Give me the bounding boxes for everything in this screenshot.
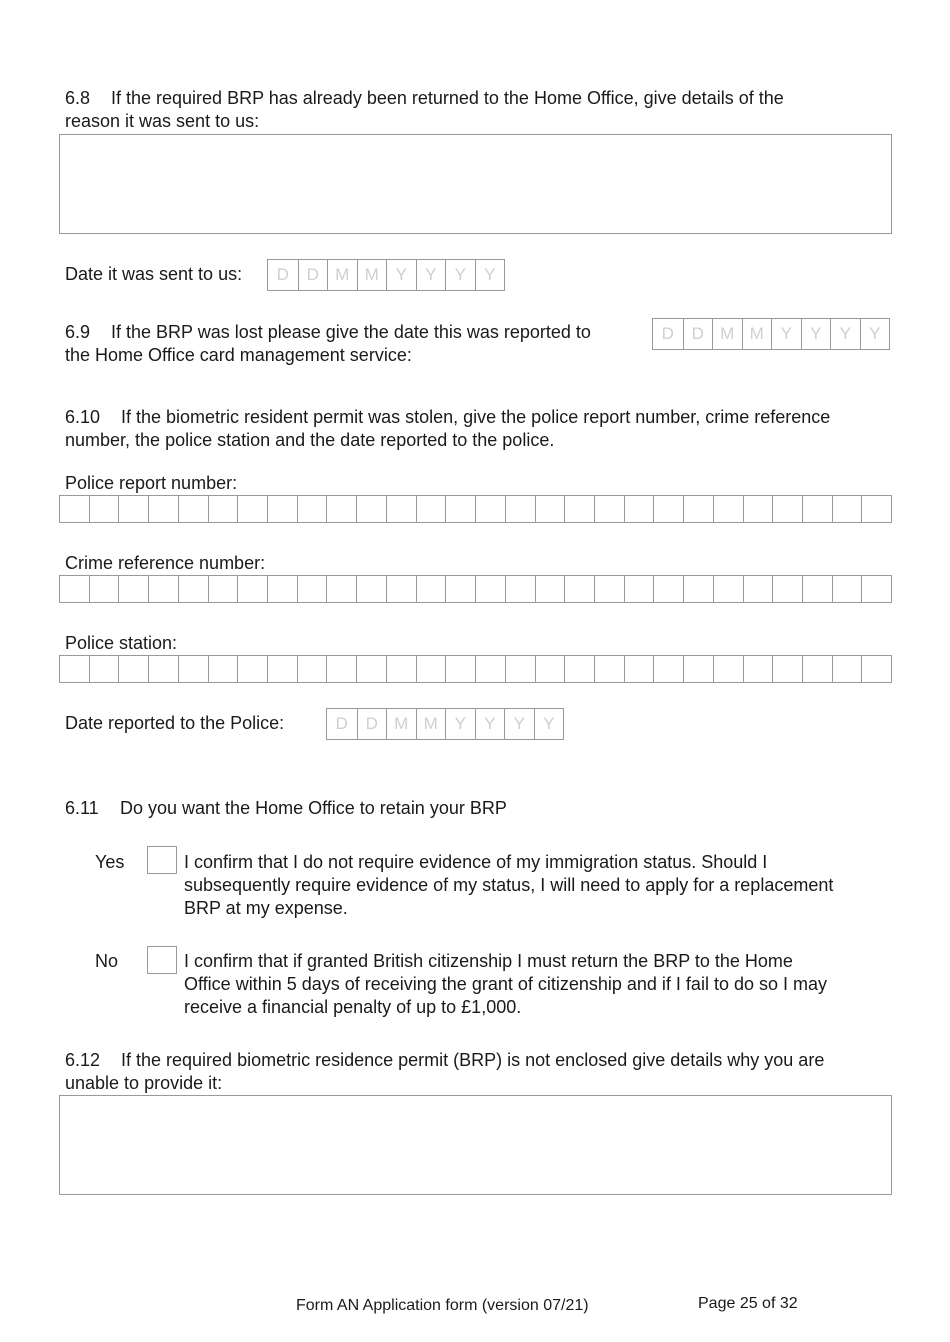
q6-9-text-line1: If the BRP was lost please give the date this was reported to bbox=[111, 322, 591, 342]
date-digit: M bbox=[712, 319, 742, 349]
date-digit: D bbox=[335, 714, 348, 733]
date-digit: M bbox=[327, 260, 357, 290]
q6-11-number: 6.11 bbox=[65, 798, 99, 818]
date-reported-input[interactable] bbox=[326, 708, 564, 740]
q6-12-details-textarea[interactable] bbox=[59, 1095, 892, 1195]
police-station-input[interactable] bbox=[59, 655, 892, 683]
footer-page-number: Page 25 of 32 bbox=[698, 1295, 798, 1312]
yes-statement-line1: I confirm that I do not require evidence of my immigration status. Should I bbox=[184, 852, 768, 872]
q6-12-number: 6.12 bbox=[65, 1050, 101, 1070]
date-digit: M bbox=[386, 709, 416, 739]
footer-form-name: Form AN Application form (version 07/21) bbox=[296, 1297, 589, 1314]
q6-8-date-input[interactable] bbox=[267, 259, 505, 291]
date-digit: Y bbox=[504, 709, 534, 739]
date-digit: M bbox=[416, 709, 446, 739]
date-digit: Y bbox=[860, 319, 890, 349]
date-digit: D bbox=[683, 319, 713, 349]
no-statement-line3: receive a financial penalty of up to £1,000. bbox=[184, 997, 522, 1017]
yes-label: Yes bbox=[95, 852, 125, 872]
q6-9-text-line2: the Home Office card management service: bbox=[65, 345, 412, 365]
police-station-label: Police station: bbox=[65, 633, 178, 653]
date-digit: Y bbox=[445, 709, 475, 739]
q6-11-text: Do you want the Home Office to retain your BRP bbox=[120, 798, 507, 818]
q6-8-text-line2: reason it was sent to us: bbox=[65, 111, 260, 131]
yes-checkbox[interactable] bbox=[147, 846, 177, 874]
q6-8-number: 6.8 bbox=[65, 88, 91, 108]
date-digit: D bbox=[298, 260, 328, 290]
date-digit: D bbox=[661, 324, 674, 343]
q6-9-number: 6.9 bbox=[65, 322, 91, 342]
date-reported-label: Date reported to the Police: bbox=[65, 713, 285, 733]
date-digit: Y bbox=[416, 260, 446, 290]
date-digit: Y bbox=[830, 319, 860, 349]
police-report-label: Police report number: bbox=[65, 473, 238, 493]
date-digit: D bbox=[357, 709, 387, 739]
date-digit: Y bbox=[801, 319, 831, 349]
no-statement-line2: Office within 5 days of receiving the grant of citizenship and if I fail to do so I may bbox=[184, 974, 827, 994]
date-digit: D bbox=[276, 265, 289, 284]
date-digit: Y bbox=[475, 709, 505, 739]
q6-9-date-input[interactable] bbox=[652, 318, 890, 350]
date-digit: M bbox=[357, 260, 387, 290]
q6-10-text-line2: number, the police station and the date reported to the police. bbox=[65, 430, 555, 450]
no-checkbox[interactable] bbox=[147, 946, 177, 974]
date-digit: Y bbox=[534, 709, 564, 739]
no-statement-line1: I confirm that if granted British citizenship I must return the BRP to the Home bbox=[184, 951, 793, 971]
date-digit: Y bbox=[386, 260, 416, 290]
date-digit: Y bbox=[771, 319, 801, 349]
crime-ref-label: Crime reference number: bbox=[65, 553, 266, 573]
yes-statement-line3: BRP at my expense. bbox=[184, 898, 348, 918]
police-report-number-input[interactable] bbox=[59, 495, 892, 523]
date-digit: Y bbox=[475, 260, 505, 290]
q6-12-text-line1: If the required biometric residence permit (BRP) is not enclosed give details why you are bbox=[121, 1050, 825, 1070]
date-digit: Y bbox=[445, 260, 475, 290]
yes-statement-line2: subsequently require evidence of my status, I will need to apply for a replacement bbox=[184, 875, 834, 895]
q6-12-text-line2: unable to provide it: bbox=[65, 1073, 223, 1093]
crime-reference-number-input[interactable] bbox=[59, 575, 892, 603]
no-label: No bbox=[95, 951, 119, 971]
q6-8-reason-textarea[interactable] bbox=[59, 134, 892, 234]
q6-10-text-line1: If the biometric resident permit was stolen, give the police report number, crime reference bbox=[121, 407, 831, 427]
q6-10-number: 6.10 bbox=[65, 407, 101, 427]
q6-8-text-line1: If the required BRP has already been returned to the Home Office, give details of the bbox=[111, 88, 784, 108]
date-digit: M bbox=[742, 319, 772, 349]
q6-8-date-label: Date it was sent to us: bbox=[65, 264, 243, 284]
